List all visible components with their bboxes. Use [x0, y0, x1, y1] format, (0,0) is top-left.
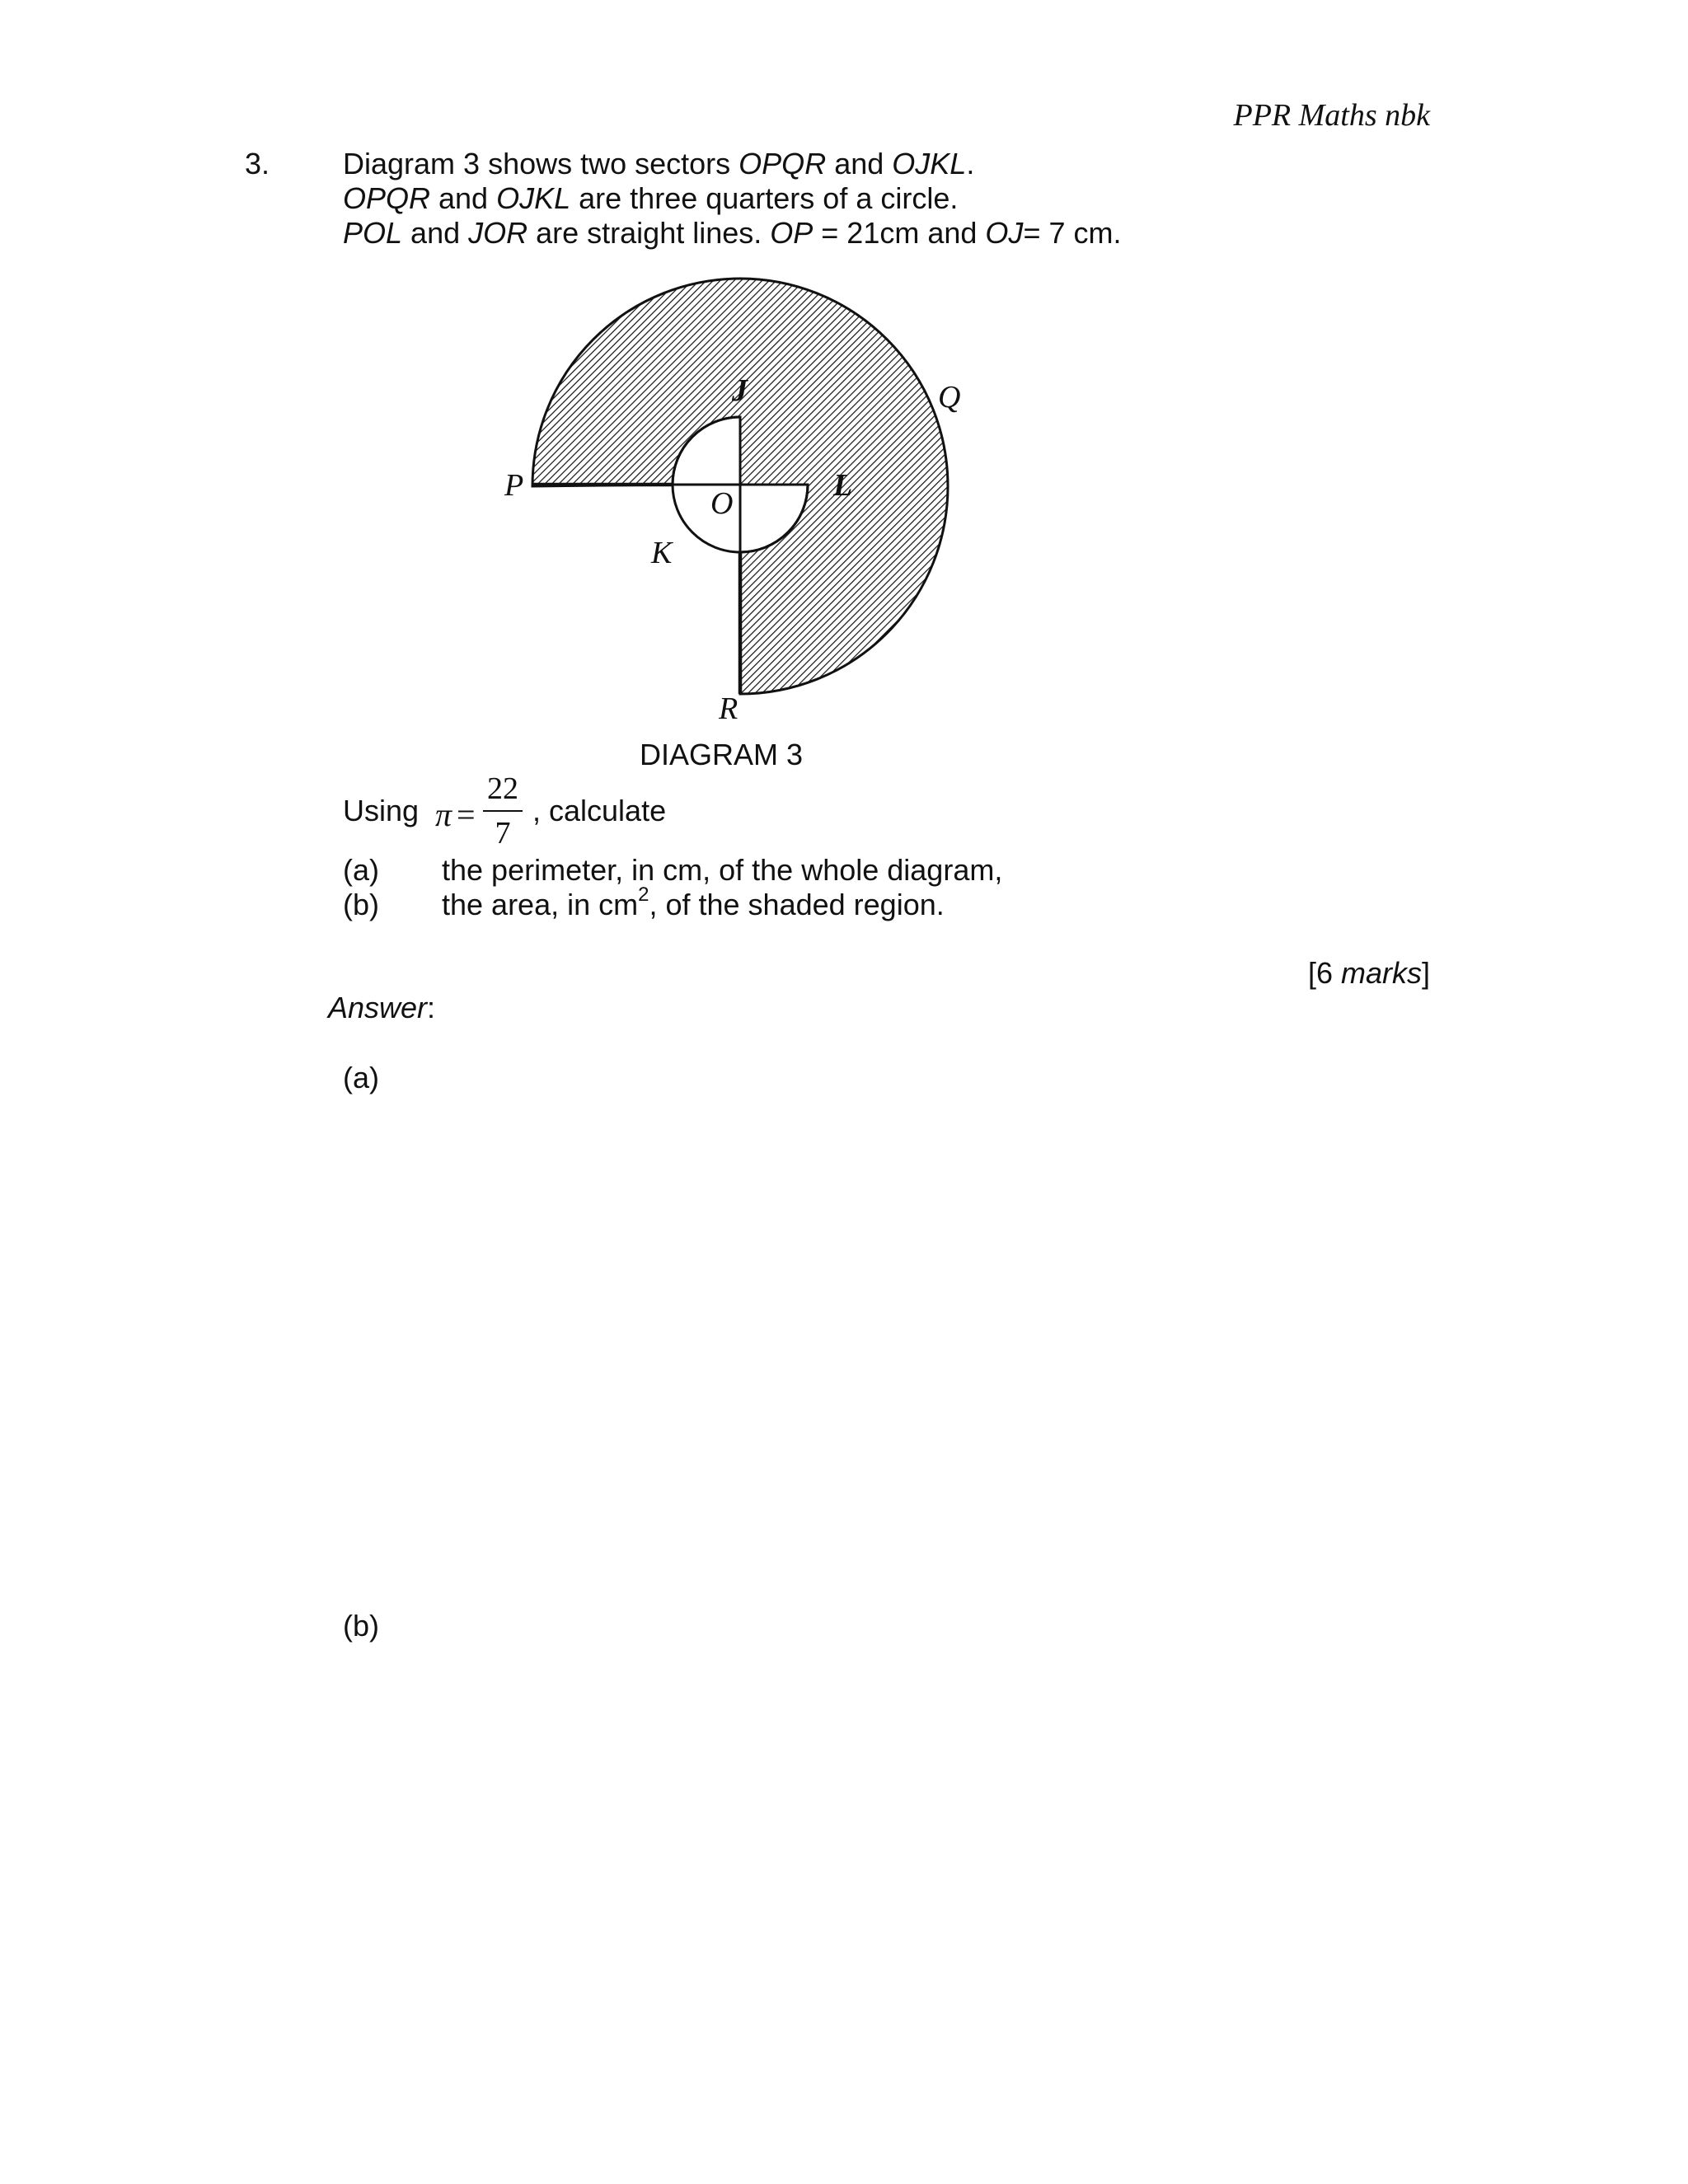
label-l: L [833, 468, 853, 503]
label-r: R [719, 691, 738, 726]
part-b-label: (b) [343, 888, 379, 921]
label-p: P [504, 468, 524, 503]
answer-part-b[interactable]: (b) [343, 1609, 379, 1643]
diagram-3 [495, 268, 989, 729]
part-a-text: the perimeter, in cm, of the whole diagram, [442, 853, 1003, 887]
answer-part-a[interactable]: (a) [343, 1061, 379, 1094]
answer-label: Answer: [328, 991, 436, 1024]
calculate-text: , calculate [532, 794, 667, 827]
question-number: 3. [245, 147, 270, 180]
question-line-2: OPQR and OJKL are three quarters of a circle. [343, 181, 959, 215]
fraction-numerator: 22 [487, 771, 518, 806]
diagram-caption: DIAGRAM 3 [640, 738, 804, 771]
label-k: K [651, 536, 673, 570]
header-tag: PPR Maths nbk [1233, 98, 1430, 133]
fraction-denominator: 7 [495, 816, 511, 851]
pi-formula [435, 771, 528, 865]
superscript-2: 2 [638, 883, 649, 906]
label-q: Q [938, 380, 961, 415]
marks-label: [6 marks] [1307, 956, 1430, 990]
equals-sign: = [457, 796, 476, 833]
label-o: O [710, 486, 734, 521]
pi-fraction [483, 771, 523, 851]
label-j: J [732, 373, 748, 408]
part-b-text: the area, in $cm^2$, of the shaded region. [442, 883, 945, 921]
pi-symbol: π [435, 796, 452, 833]
part-a-label: (a) [343, 853, 379, 887]
using-label: Using [343, 794, 420, 827]
fraction-bar [483, 810, 523, 812]
question-line-3: POL and JOR are straight lines. OP = 21cm and OJ= 7 cm. [343, 216, 1122, 250]
question-line-1: Diagram 3 shows two sectors OPQR and OJKL. [343, 147, 975, 180]
